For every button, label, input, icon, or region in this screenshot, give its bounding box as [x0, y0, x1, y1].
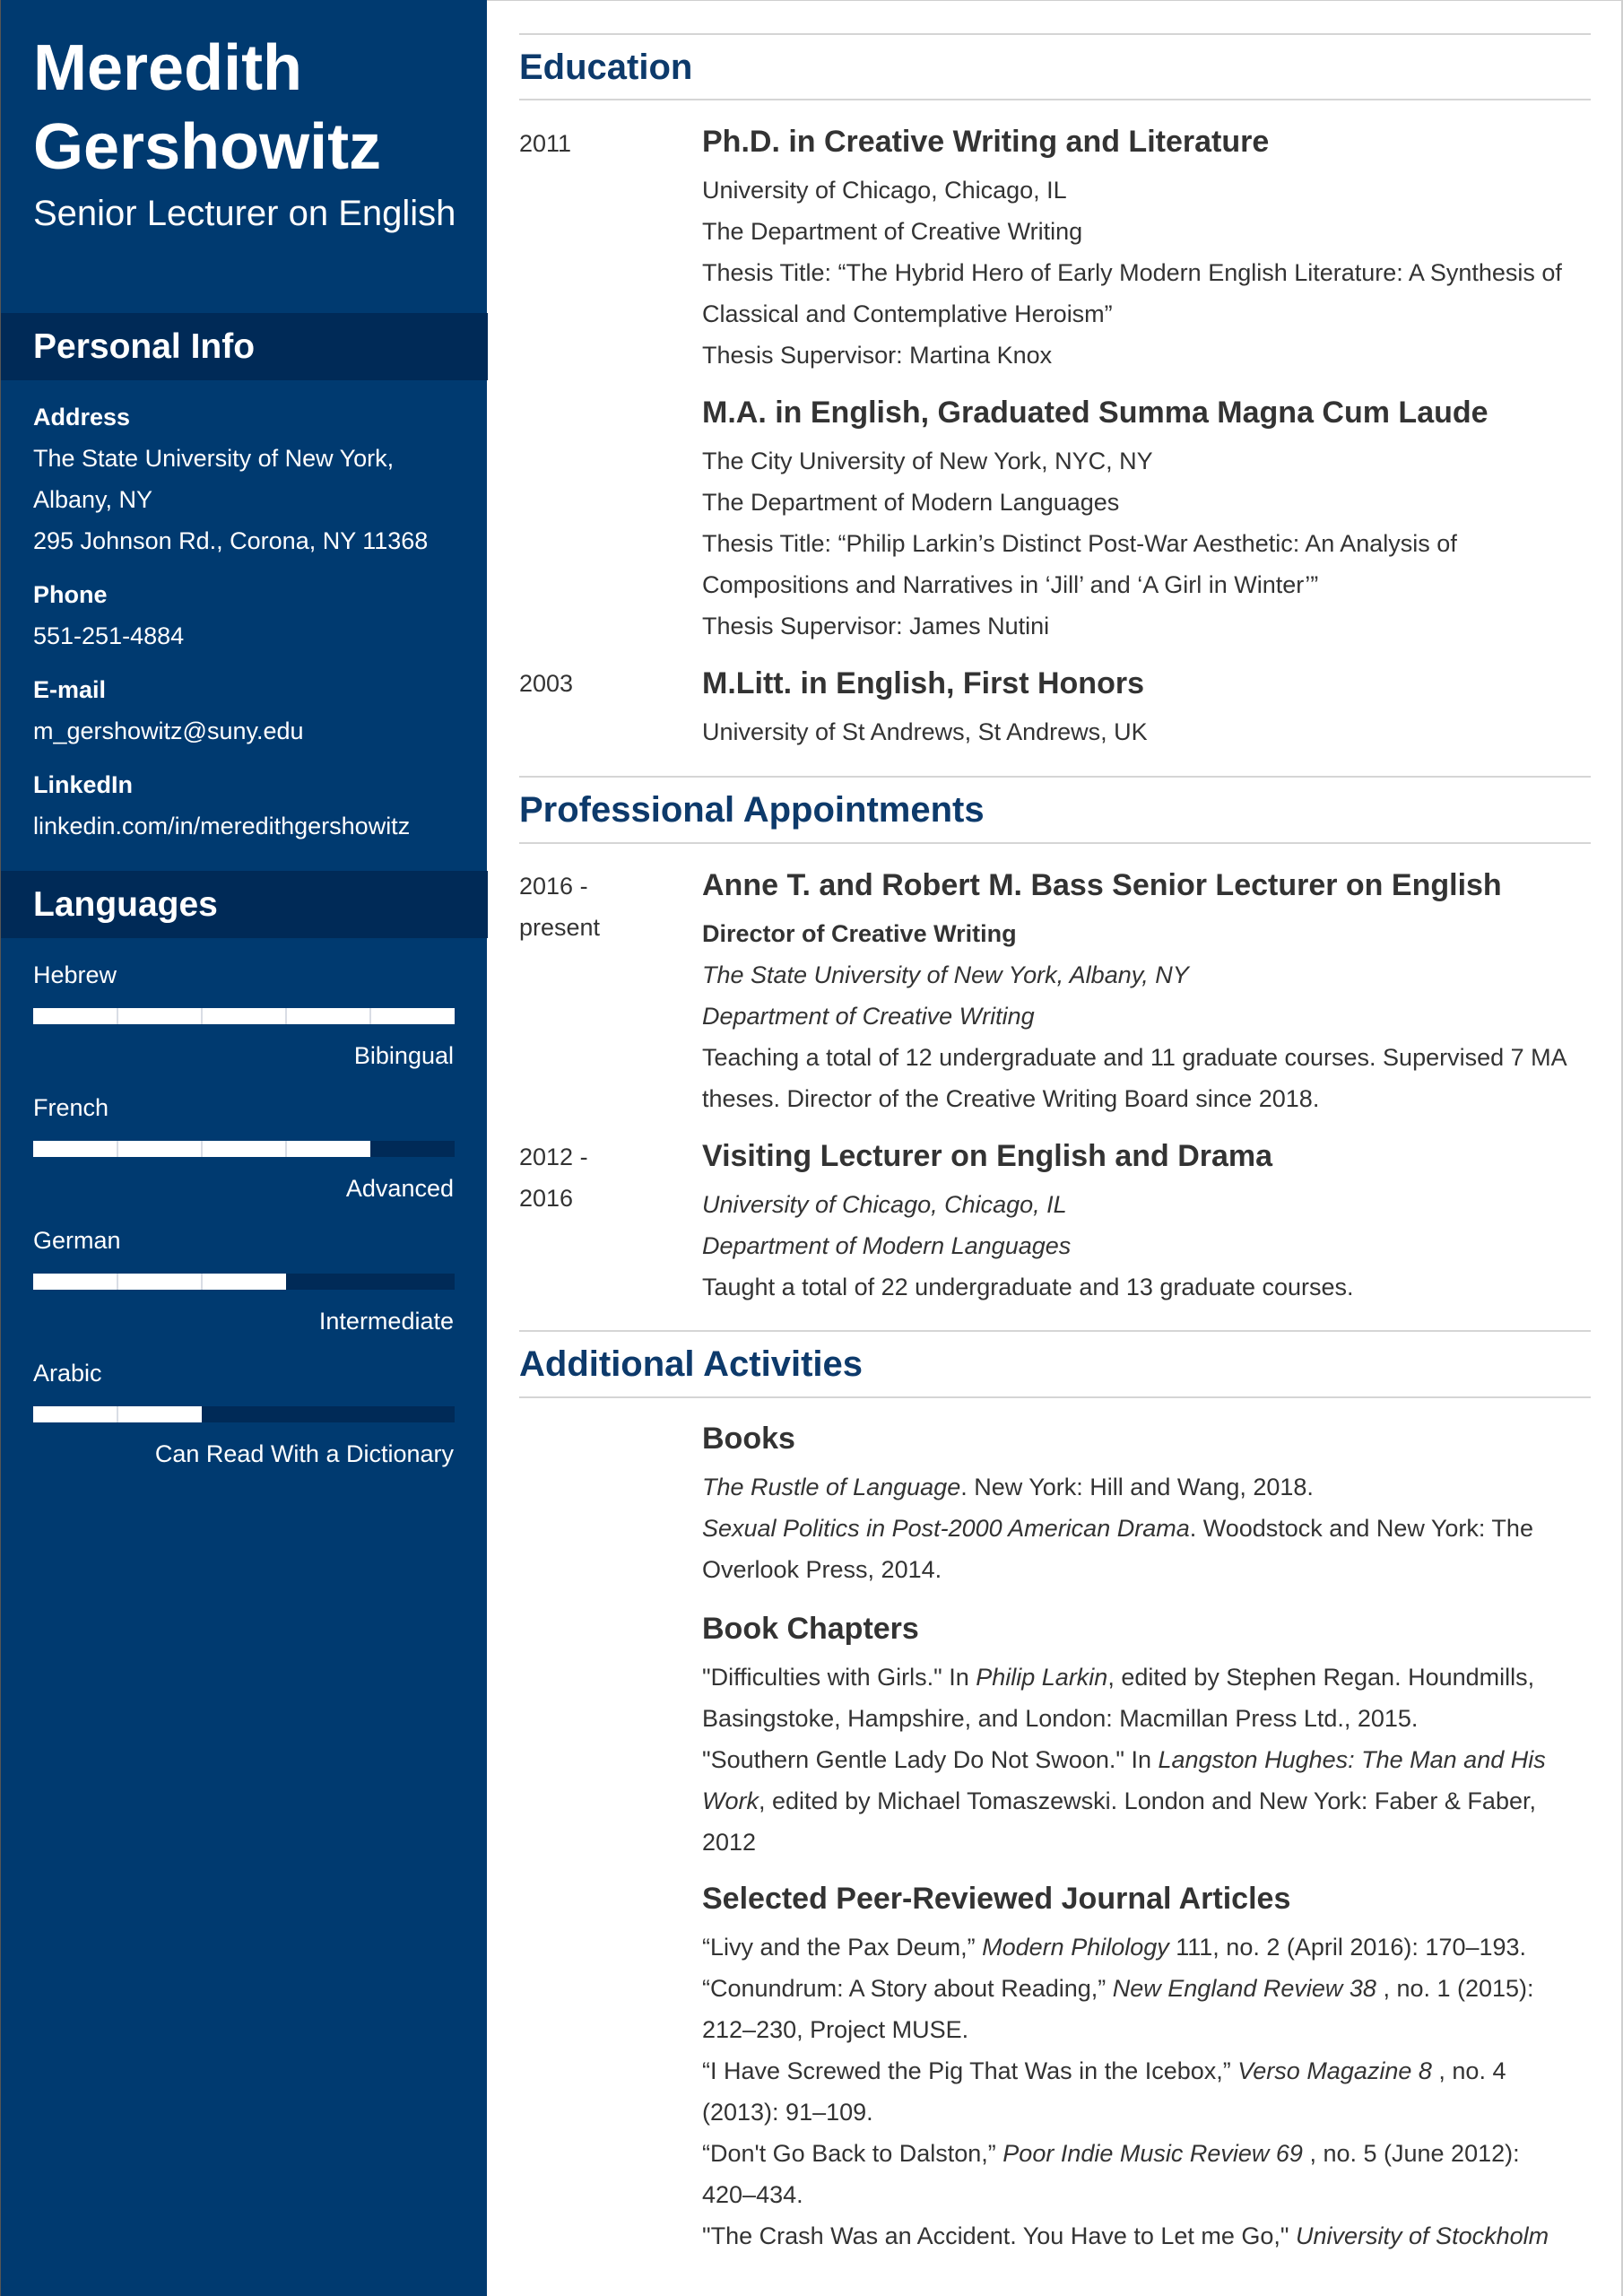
address-line-3: 295 Johnson Rd., Corona, NY 11368 — [33, 527, 429, 554]
entry-line: The Department of Modern Languages — [702, 489, 1120, 516]
chapter-entry-cont: 2012 — [702, 1829, 757, 1856]
entry-line: University of Chicago, Chicago, IL — [702, 177, 1067, 204]
article-entry: “Conundrum: A Story about Reading,” New England Review 38 , no. 1 (2015): — [702, 1975, 1534, 2002]
book-entry: The Rustle of Language. New York: Hill and Wang, 2018. — [702, 1474, 1314, 1500]
entry-date: 2016 - — [519, 873, 588, 900]
address-line-1: The State University of New York, — [33, 445, 395, 472]
article-entry-cont: (2013): 91–109. — [702, 2099, 873, 2126]
language-bar-fill — [33, 1008, 455, 1024]
languages-heading: Languages — [1, 871, 488, 938]
appointments-heading: Professional Appointments — [519, 790, 985, 830]
language-level: Advanced — [345, 1175, 454, 1202]
phone-value: 551-251-4884 — [33, 622, 185, 649]
entry-place: The State University of New York, Albany, NY — [702, 961, 1189, 988]
entry-role: Director of Creative Writing — [702, 920, 1017, 947]
entry-line: Compositions and Narratives in ‘Jill’ and ‘A Girl in Winter’” — [702, 571, 1319, 598]
chapter-entry-cont: Work, edited by Michael Tomaszewski. London and New York: Faber & Faber, — [702, 1787, 1536, 1814]
language-bar-segment — [285, 1008, 287, 1024]
entry-place: University of Chicago, Chicago, IL — [702, 1191, 1067, 1218]
entry-line: Thesis Title: “The Hybrid Hero of Early Modern English Literature: A Synthesis of — [702, 259, 1562, 286]
language-level: Bibingual — [353, 1042, 454, 1069]
email-value[interactable]: m_gershowitz@suny.edu — [33, 718, 304, 744]
article-entry: "The Crash Was an Accident. You Have to Let me Go," University of Stockholm — [702, 2222, 1549, 2249]
divider — [519, 1330, 1591, 1332]
candidate-name: Meredith Gershowitz — [33, 32, 382, 183]
divider — [519, 99, 1591, 100]
books-heading: Books — [702, 1422, 795, 1456]
entry-line: Thesis Title: “Philip Larkin’s Distinct Post-War Aesthetic: An Analysis of — [702, 530, 1457, 557]
article-entry: “I Have Screwed the Pig That Was in the Icebox,” Verso Magazine 8 , no. 4 — [702, 2057, 1506, 2084]
entry-dept: Department of Modern Languages — [702, 1232, 1072, 1259]
entry-date: 2012 - — [519, 1144, 588, 1170]
chapter-entry: "Difficulties with Girls." In Philip Larkin, edited by Stephen Regan. Houndmills, — [702, 1664, 1535, 1691]
language-bar — [33, 1406, 455, 1422]
entry-date: 2016 — [519, 1185, 574, 1212]
main-content — [487, 0, 1623, 2296]
education-heading: Education — [519, 48, 693, 87]
divider — [519, 33, 1591, 35]
address-label: Address — [33, 404, 131, 430]
article-entry: “Don't Go Back to Dalston,” Poor Indie Music Review 69 , no. 5 (June 2012): — [702, 2140, 1520, 2167]
entry-title: Visiting Lecturer on English and Drama — [702, 1139, 1273, 1173]
entry-date: 2011 — [519, 130, 572, 157]
entry-title: Anne T. and Robert M. Bass Senior Lecturer on English — [702, 868, 1502, 902]
language-bar — [33, 1008, 455, 1024]
language-bar-segment — [117, 1008, 118, 1024]
language-bar-segment — [117, 1274, 118, 1290]
language-level: Can Read With a Dictionary — [154, 1440, 454, 1467]
article-entry: “Livy and the Pax Deum,” Modern Philology 111, no. 2 (April 2016): 170–193. — [702, 1934, 1527, 1961]
email-label: E-mail — [33, 676, 107, 703]
language-bar-segment — [201, 1008, 203, 1024]
entry-line: Thesis Supervisor: James Nutini — [702, 613, 1050, 639]
divider — [519, 1396, 1591, 1398]
entry-line: The City University of New York, NYC, NY — [702, 448, 1153, 474]
language-name: Hebrew — [33, 961, 117, 988]
divider — [519, 776, 1591, 778]
language-bar-fill — [33, 1274, 286, 1290]
entry-dept: Department of Creative Writing — [702, 1003, 1035, 1030]
phone-label: Phone — [33, 581, 108, 608]
entry-title: Ph.D. in Creative Writing and Literature — [702, 125, 1270, 159]
entry-title: M.A. in English, Graduated Summa Magna Cum Laude — [702, 396, 1488, 430]
entry-line: Classical and Contemplative Heroism” — [702, 300, 1113, 327]
language-name: German — [33, 1227, 121, 1254]
entry-line: Teaching a total of 12 undergraduate and 11 graduate courses. Supervised 7 MA — [702, 1044, 1567, 1071]
language-bar — [33, 1274, 455, 1290]
sidebar — [0, 0, 487, 2296]
entry-date: present — [519, 914, 601, 941]
activities-heading: Additional Activities — [519, 1344, 864, 1384]
chapters-heading: Book Chapters — [702, 1612, 919, 1646]
articles-heading: Selected Peer-Reviewed Journal Articles — [702, 1882, 1291, 1916]
entry-line: Thesis Supervisor: Martina Knox — [702, 342, 1053, 369]
entry-line: The Department of Creative Writing — [702, 218, 1083, 245]
divider — [519, 842, 1591, 844]
language-bar-segment — [117, 1406, 118, 1422]
linkedin-label: LinkedIn — [33, 771, 134, 798]
article-entry-cont: 212–230, Project MUSE. — [702, 2016, 969, 2043]
chapter-entry: "Southern Gentle Lady Do Not Swoon." In Langston Hughes: The Man and His — [702, 1746, 1546, 1773]
language-bar-segment — [369, 1008, 371, 1024]
entry-title: M.Litt. in English, First Honors — [702, 666, 1144, 700]
address-line-2: Albany, NY — [33, 486, 153, 513]
book-entry: Sexual Politics in Post-2000 American Drama. Woodstock and New York: The — [702, 1515, 1533, 1542]
article-entry-cont: 420–434. — [702, 2181, 803, 2208]
language-bar-segment — [201, 1141, 203, 1157]
entry-line: Taught a total of 22 undergraduate and 13 graduate courses. — [702, 1274, 1354, 1300]
language-bar-segment — [285, 1141, 287, 1157]
entry-line: University of St Andrews, St Andrews, UK — [702, 718, 1148, 745]
language-name: Arabic — [33, 1360, 102, 1387]
language-bar-segment — [201, 1274, 203, 1290]
entry-line: theses. Director of the Creative Writing Board since 2018. — [702, 1085, 1320, 1112]
candidate-title: Senior Lecturer on English — [33, 194, 456, 233]
language-name: French — [33, 1094, 109, 1121]
language-level: Intermediate — [318, 1308, 454, 1335]
language-bar — [33, 1141, 455, 1157]
entry-date: 2003 — [519, 670, 574, 697]
personal-info-heading: Personal Info — [1, 313, 488, 380]
book-entry-cont: Overlook Press, 2014. — [702, 1556, 942, 1583]
language-bar-segment — [117, 1141, 118, 1157]
linkedin-value[interactable]: linkedin.com/in/meredithgershowitz — [33, 813, 411, 839]
chapter-entry-cont: Basingstoke, Hampshire, and London: Macmillan Press Ltd., 2015. — [702, 1705, 1419, 1732]
